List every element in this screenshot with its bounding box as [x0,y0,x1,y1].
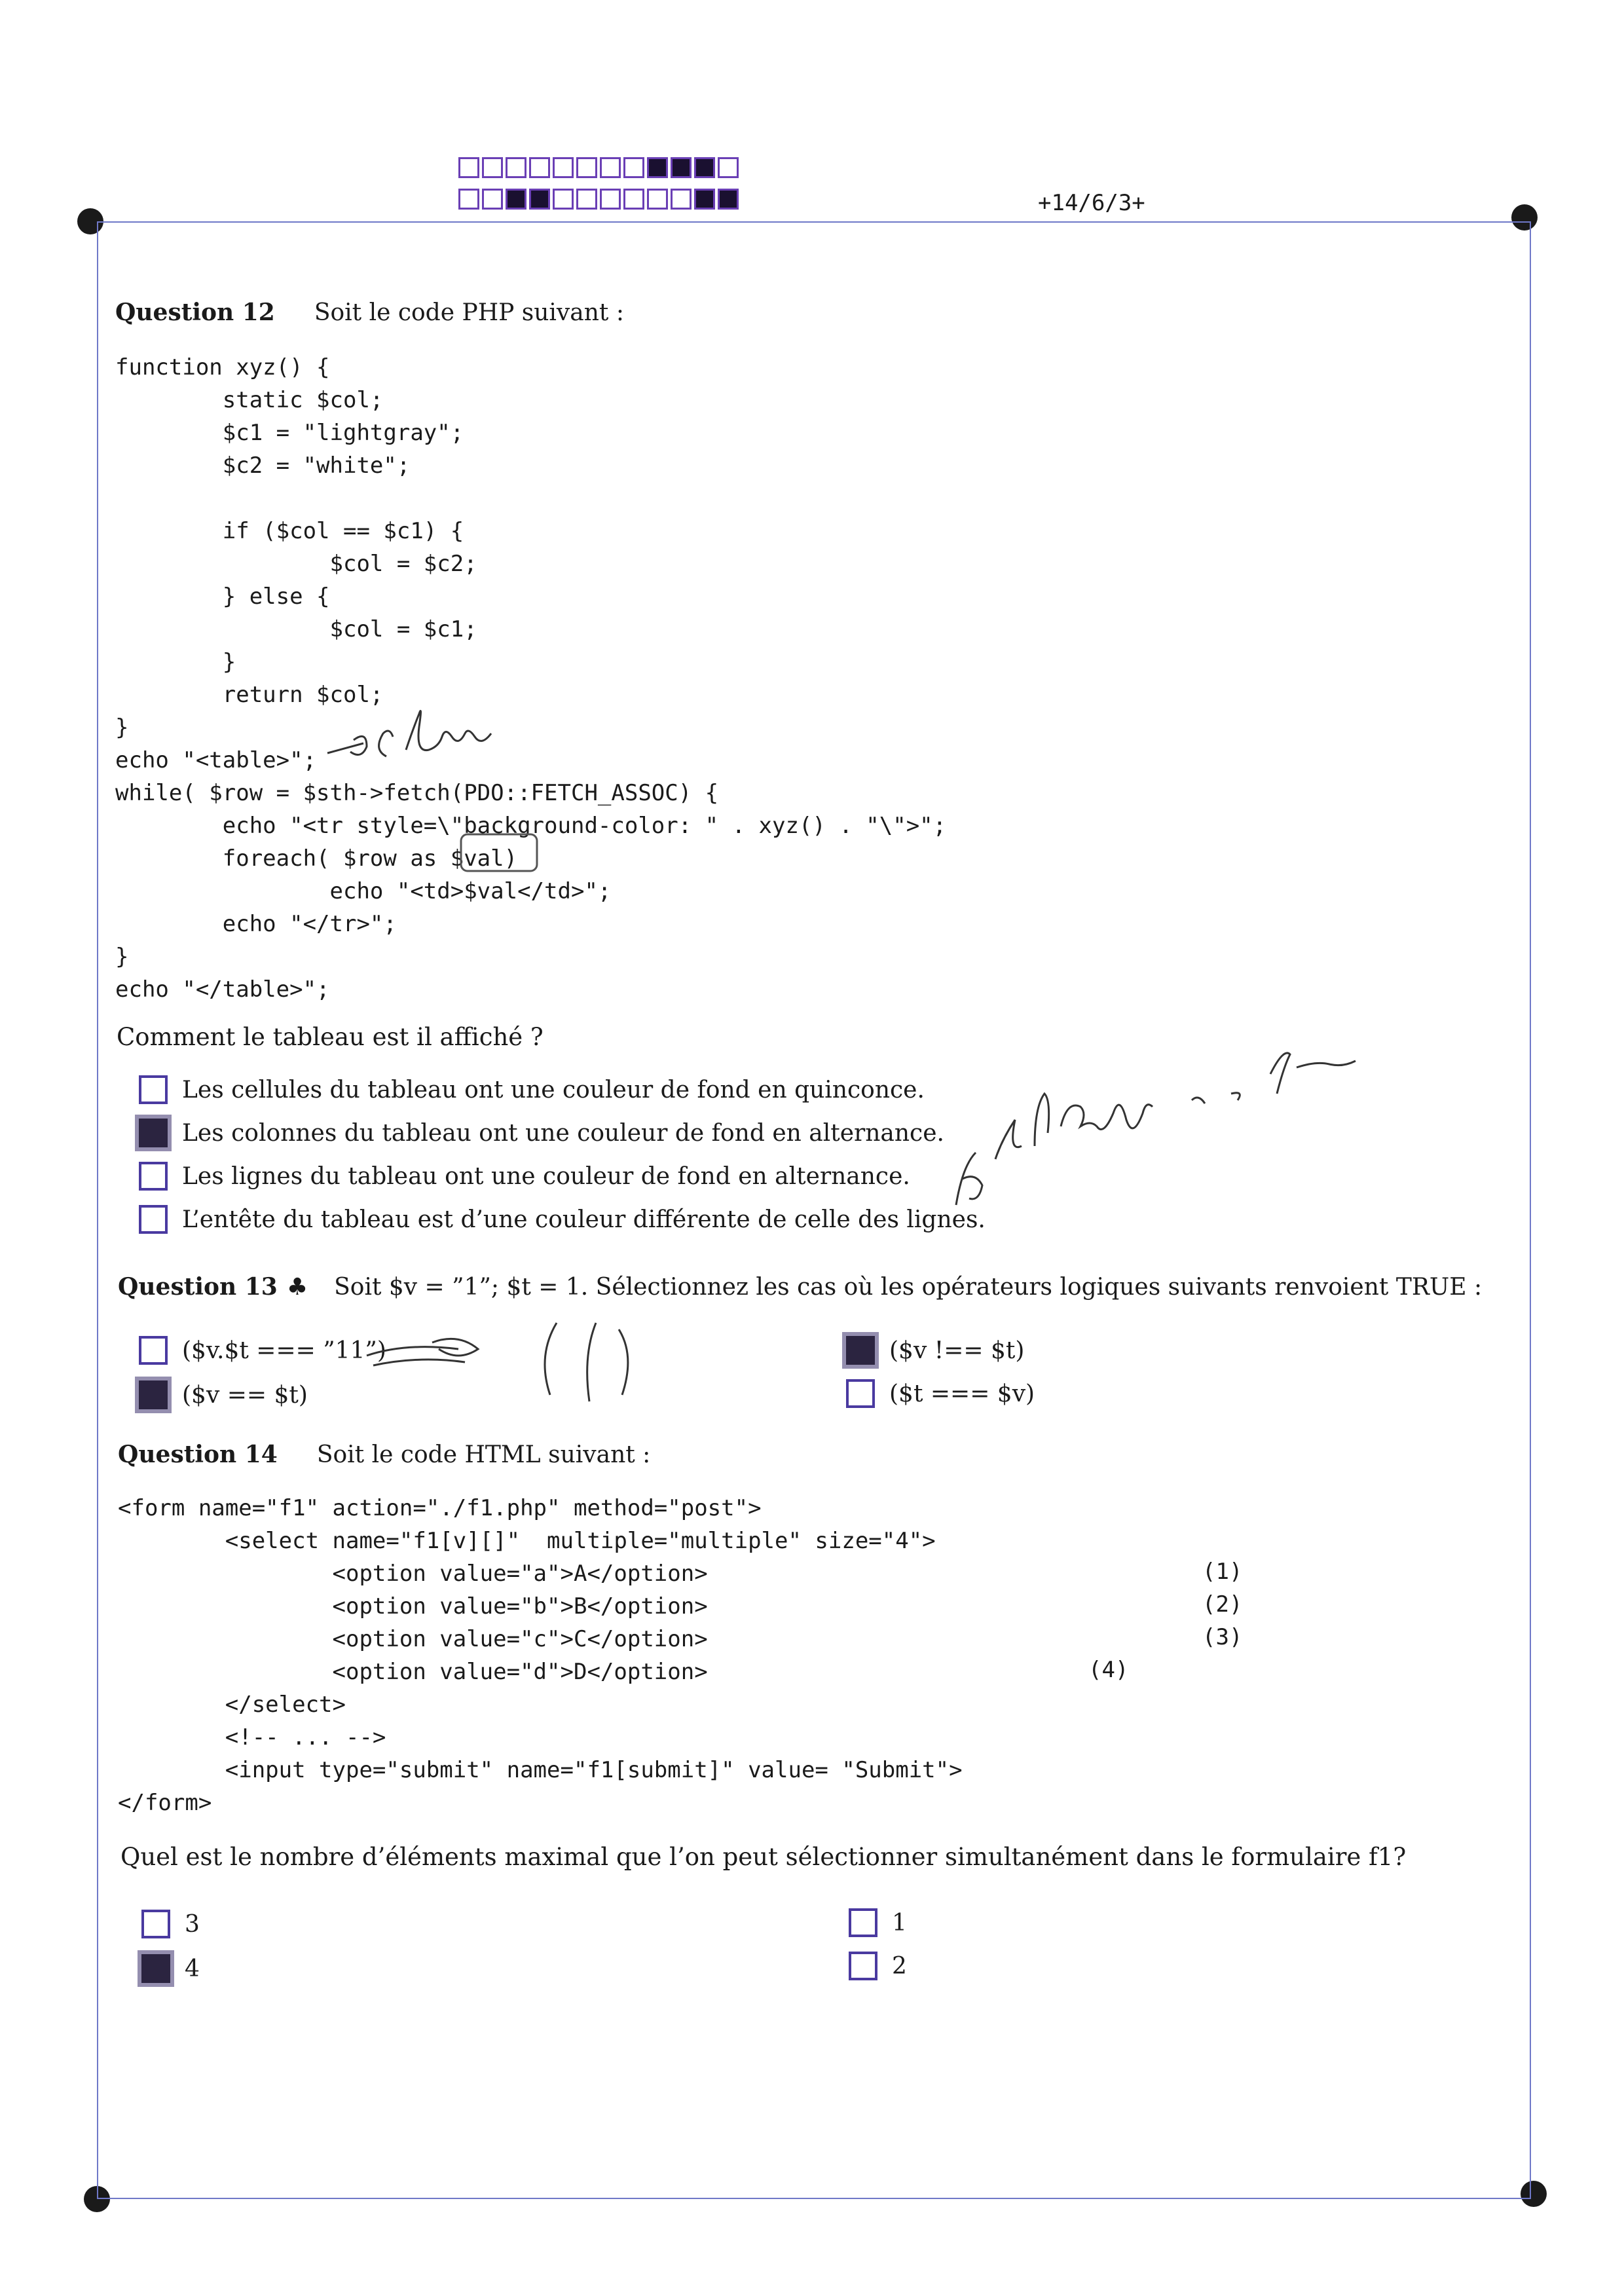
question-12-number: Question 12 [115,299,275,326]
q12-choice-3-label: Les lignes du tableau ont une couleur de fond en alternance. [182,1162,910,1190]
question-14-prompt: Soit le code HTML suivant : [316,1441,651,1468]
q12-choice-2[interactable] [139,1119,944,1147]
q12-checkbox-1[interactable] [139,1075,168,1104]
question-14-header [118,1441,650,1468]
q14-choice-2-label: 2 [892,1952,907,1980]
q14-choice-2[interactable] [849,1952,907,1980]
handwritten-colonne-note [314,694,530,773]
marker-1: (1) [1202,1559,1243,1585]
q14-choice-3[interactable] [141,1910,200,1938]
q12-choice-1[interactable] [139,1075,925,1104]
q12-checkbox-4[interactable] [139,1205,168,1234]
q12-choice-4-label: L’entête du tableau est d’une couleur différente de celle des lignes. [182,1206,986,1233]
q13-checkbox-3[interactable] [846,1336,875,1365]
val-circle [458,830,544,876]
q13-checkbox-1[interactable] [139,1336,168,1365]
question-12-php-code: function xyz() { static $col; $c1 = "lightgray"; $c2 = "white"; if ($col == $c1) { $col = $c2; } else { $col = $c1; } return $col; } echo "<table>"; while( $row = $sth->fetch(PDO::FETCH_ASSOC) { echo "<tr style=\"background-color: " . xyz() . "\">"; foreach( $row as $val) echo "<td>$val</td>"; echo "</tr>"; } echo "</table>"; [115,354,947,1003]
colonne-text: colonne [393,711,409,715]
q13-choice-1[interactable] [139,1336,386,1365]
question-13-header [118,1273,1482,1301]
marker-3: (3) [1202,1624,1243,1650]
q13-choice-2[interactable] [139,1380,308,1409]
q13-choice-2-label: ($v == $t) [182,1381,308,1409]
marker-4: (4) [1088,1657,1129,1683]
q12-choice-2-label: Les colonnes du tableau ont une couleur de fond en alternance. [182,1119,944,1147]
q14-choice-3-label: 3 [185,1910,200,1938]
q14-checkbox-2[interactable] [849,1952,877,1980]
q12-choice-3[interactable] [139,1162,910,1191]
q13-choice-4[interactable] [846,1379,1035,1408]
q12-choice-1-label: Les cellules du tableau ont une couleur de fond en quinconce. [182,1076,925,1103]
q14-checkbox-3[interactable] [141,1910,170,1938]
margin-note-text: Mais n'importe quel fermeture [950,1234,1011,1239]
question-14-question: Quel est le nombre d’éléments maximal que l’on peut sélectionner simultanément dans le formulaire f1? [120,1843,1407,1871]
question-12-question: Comment le tableau est il affiché ? [117,1023,544,1051]
marker-2: (2) [1202,1591,1243,1618]
page-reference: +14/6/3+ [1038,190,1145,216]
handwritten-margin-note [943,1048,1362,1244]
q13-choice-3-label: ($v !== $t) [889,1337,1025,1364]
q14-choice-4-label: 4 [185,1955,200,1982]
q14-choice-1-label: 1 [892,1909,907,1936]
q13-checkbox-4[interactable] [846,1379,875,1408]
q12-checkbox-2[interactable] [139,1119,168,1147]
q13-checkbox-2[interactable] [139,1380,168,1409]
q13-choice-1-label: ($v.$t === ”11”) [182,1337,386,1364]
q13-choice-4-label: ($t === $v) [889,1380,1035,1407]
question-12-prompt: Soit le code PHP suivant : [314,299,624,326]
question-12-header [115,299,624,326]
barcode-row-1 [458,157,741,178]
q12-choice-4[interactable] [139,1205,986,1234]
q14-checkbox-4[interactable] [141,1954,170,1983]
handwritten-q13-scribble [354,1303,720,1434]
q12-checkbox-3[interactable] [139,1162,168,1191]
question-14-html-code: <form name="f1" action="./f1.php" method="post"> <select name="f1[v][]" multiple="multiple" size="4"> <option value="a">A</option> <option value="b">B</option> <option value="c">C</option> <option value="d">D</option> </select> <!-- ... --> <input type="submit" name="f1[submit]" value= "Submit"> </form> [118,1495,963,1816]
q14-choice-1[interactable] [849,1908,907,1937]
q13-choice-3[interactable] [846,1336,1024,1365]
q14-checkbox-1[interactable] [849,1908,877,1937]
question-14-number: Question 14 [118,1441,278,1468]
q14-choice-4[interactable] [141,1954,200,1983]
question-13-prompt: Soit $v = ”1”; $t = 1. Sélectionnez les cas où les opérateurs logiques suivants renvoient TRUE : [334,1274,1483,1301]
club-icon: ♣ [286,1274,308,1301]
barcode-row-2 [458,189,741,210]
question-13-number: Question 13 [118,1273,278,1301]
